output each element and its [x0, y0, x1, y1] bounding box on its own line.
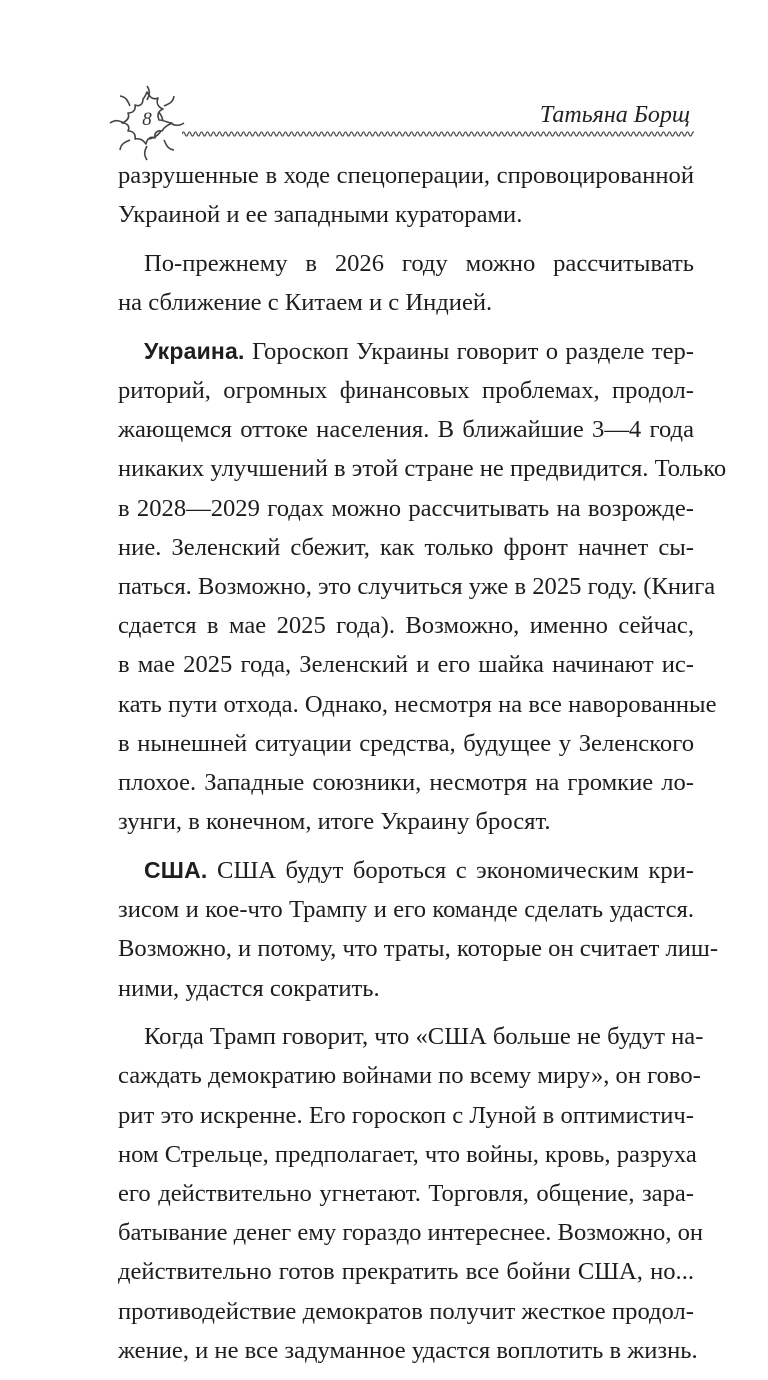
- paragraph-china-india: [118, 244, 694, 322]
- running-header-author: Татьяна Борщ: [539, 102, 690, 128]
- text-line: кать пути отхода. Однако, несмотря на все наворованные: [118, 690, 717, 718]
- paragraph-continuation: [118, 156, 694, 234]
- text-line: [118, 332, 694, 371]
- section-lead-ukraine: Украина.: [144, 337, 245, 364]
- text-line: противодействие демократов получит жесткое продол-: [118, 1297, 694, 1325]
- text-line: в мае 2025 года, Зеленский и его шайка начинают ис-: [118, 651, 694, 679]
- page-header: [0, 0, 768, 170]
- text-line: паться. Возможно, это случиться уже в 2025 году. (Книга: [118, 573, 716, 601]
- text-line: зунги, в конечном, итоге Украину бросят.: [118, 808, 551, 836]
- body-text: [118, 156, 727, 1380]
- text-line: ние. Зеленский сбежит, как только фронт начнет сы-: [118, 533, 694, 561]
- text-line: Возможно, и потому, что траты, которые он считает лиш-: [118, 935, 719, 963]
- paragraph-usa: [118, 851, 719, 1008]
- text-line: риторий, огромных финансовых проблемах, продол-: [118, 377, 694, 405]
- text-line: зисом и кое-что Трампу и его команде сделать удастся.: [118, 896, 694, 924]
- text-line: жающемся оттоке населения. В ближайшие 3—4 года: [118, 416, 694, 444]
- section-lead-usa: США.: [144, 856, 208, 883]
- paragraph-ukraine: [118, 332, 727, 842]
- paragraph-trump: [118, 1017, 704, 1370]
- text-line: действительно готов прекратить все бойни США, но...: [118, 1258, 694, 1286]
- text-line: плохое. Западные союзники, несмотря на громкие ло-: [118, 769, 694, 797]
- text-line: батывание денег ему гораздо интереснее. Возможно, он: [118, 1219, 704, 1247]
- text-line: его действительно угнетают. Торговля, общение, зара-: [118, 1180, 694, 1208]
- text-line: саждать демократию войнами по всему миру», он гово-: [118, 1062, 701, 1090]
- page-number: 8: [142, 109, 152, 130]
- text-line: [118, 851, 694, 890]
- text-line: в 2028—2029 годах можно рассчитывать на возрожде-: [118, 494, 694, 522]
- text-line: в нынешней ситуации средства, будущее у Зеленского: [118, 729, 694, 757]
- text-line: Когда Трамп говорит, что «США больше не будут на-: [144, 1023, 704, 1051]
- text-line: рит это искренне. Его гороскоп с Луной в оптимистич-: [118, 1101, 694, 1129]
- text-line: сдается в мае 2025 года). Возможно, именно сейчас,: [118, 612, 694, 640]
- text-line-rest: Гороскоп Украины говорит о разделе тер-: [244, 337, 694, 365]
- text-line-rest: США будут бороться с экономическим кри-: [207, 856, 694, 884]
- text-line: разрушенные в ходе спецоперации, спровоцированной: [118, 162, 694, 189]
- text-line: на сближение с Китаем и с Индией.: [118, 289, 493, 317]
- text-line: никаких улучшений в этой стране не предвидится. Только: [118, 455, 727, 483]
- wavy-divider: [182, 129, 694, 139]
- text-line: жение, и не все задуманное удастся воплотить в жизнь.: [118, 1336, 698, 1364]
- text-line: ном Стрельце, предполагает, что войны, кровь, разруха: [118, 1140, 697, 1168]
- text-line: ними, удастся сократить.: [118, 974, 380, 1002]
- text-line: Украиной и ее западными кураторами.: [118, 201, 523, 229]
- text-line: По-прежнему в 2026 году можно рассчитывать: [144, 249, 694, 277]
